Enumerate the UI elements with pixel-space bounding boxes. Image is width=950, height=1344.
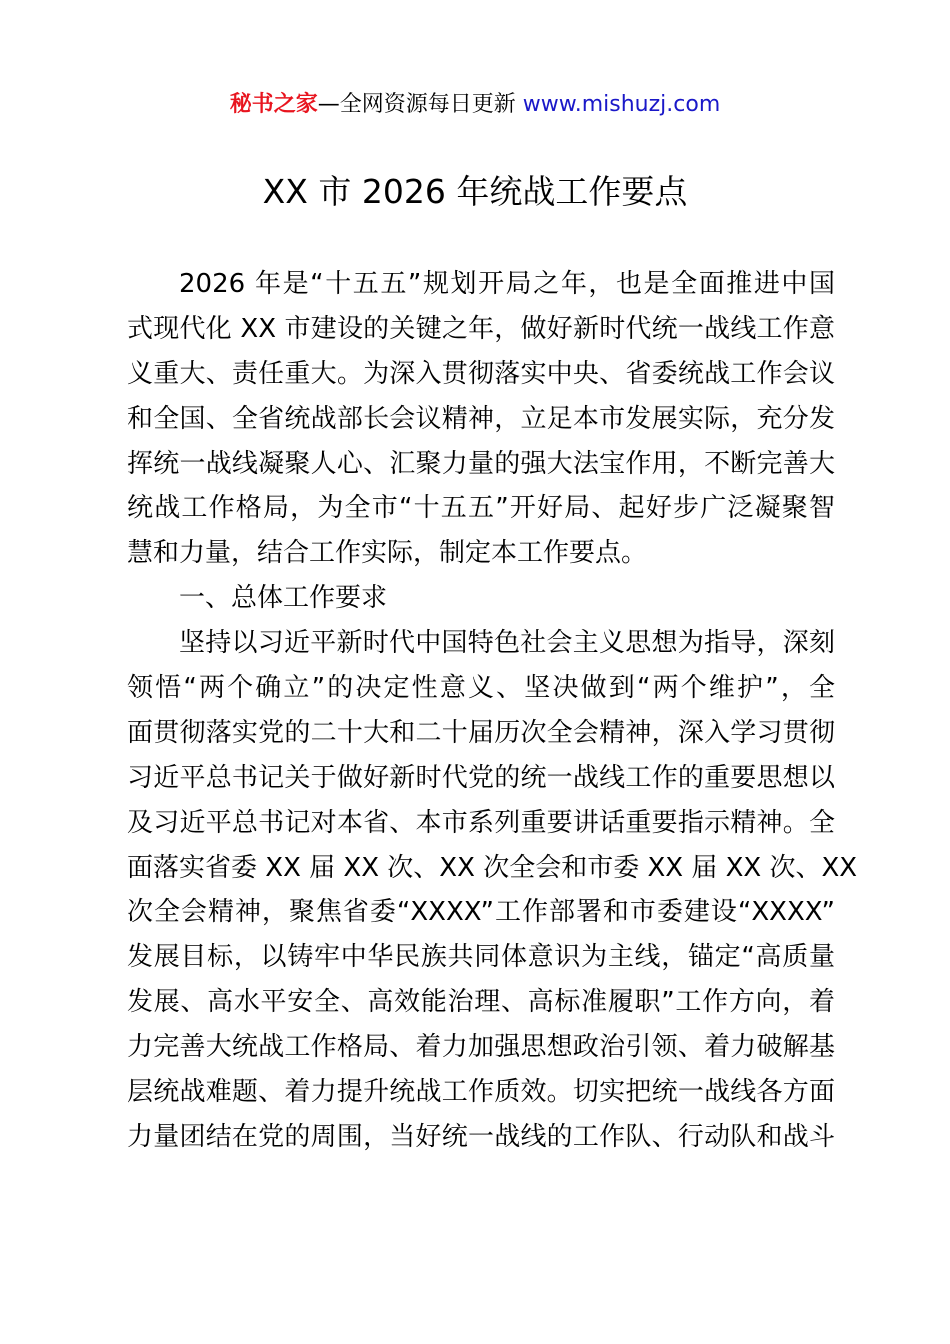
paragraph-line: 习近平总书记关于做好新时代党的统一战线工作的重要思想以 xyxy=(127,762,835,793)
paragraph-line: 力完善大统战工作格局、着力加强思想政治引领、着力破解基 xyxy=(127,1032,835,1063)
paragraph-line: 面贯彻落实党的二十大和二十届历次全会精神，深入学习贯彻 xyxy=(127,717,835,748)
paragraph-line: 面落实省委 XX 届 XX 次、XX 次全会和市委 XX 届 XX 次、XX xyxy=(127,852,858,883)
paragraph-line: 发展目标，以铸牢中华民族共同体意识为主线，锚定“高质量 xyxy=(127,942,835,973)
document-body xyxy=(127,262,858,1160)
paragraph-line: 坚持以习近平新时代中国特色社会主义思想为指导，深刻 xyxy=(179,628,835,659)
paragraph-line: 次全会精神，聚焦省委“XXXX”工作部署和市委建设“XXXX” xyxy=(127,897,835,928)
paragraph-line: 和全国、全省统战部长会议精神，立足本市发展实际，充分发 xyxy=(127,403,835,434)
site-tagline: —全网资源每日更新 xyxy=(317,92,523,117)
site-header xyxy=(0,88,950,122)
paragraph-line: 挥统一战线凝聚人心、汇聚力量的强大法宝作用，不断完善大 xyxy=(127,448,835,479)
site-url-link[interactable]: www.mishuzj.com xyxy=(522,92,721,117)
site-name: 秘书之家 xyxy=(229,92,318,117)
paragraph-line: 统战工作格局，为全市“十五五”开好局、起好步广泛凝聚智 xyxy=(127,493,835,524)
paragraph-line: 2026 年是“十五五”规划开局之年，也是全面推进中国 xyxy=(179,269,835,299)
paragraph-line: 慧和力量，结合工作实际，制定本工作要点。 xyxy=(127,538,648,569)
paragraph-line: 义重大、责任重大。为深入贯彻落实中央、省委统战工作会议 xyxy=(127,358,835,389)
paragraph-line: 发展、高水平安全、高效能治理、高标准履职”工作方向，着 xyxy=(127,987,835,1018)
paragraph-line: 层统战难题、着力提升统战工作质效。切实把统一战线各方面 xyxy=(127,1077,835,1108)
paragraph-line: 及习近平总书记对本省、本市系列重要讲话重要指示精神。全 xyxy=(127,807,835,838)
paragraph-line: 领悟“两个确立”的决定性意义、坚决做到“两个维护”，全 xyxy=(127,673,835,704)
section-heading: 一、总体工作要求 xyxy=(179,583,388,614)
paragraph-line: 力量团结在党的周围，当好统一战线的工作队、行动队和战斗 xyxy=(127,1121,835,1152)
paragraph-line: 式现代化 XX 市建设的关键之年，做好新时代统一战线工作意 xyxy=(127,313,835,344)
document-title: XX 市 2026 年统战工作要点 xyxy=(262,172,688,211)
